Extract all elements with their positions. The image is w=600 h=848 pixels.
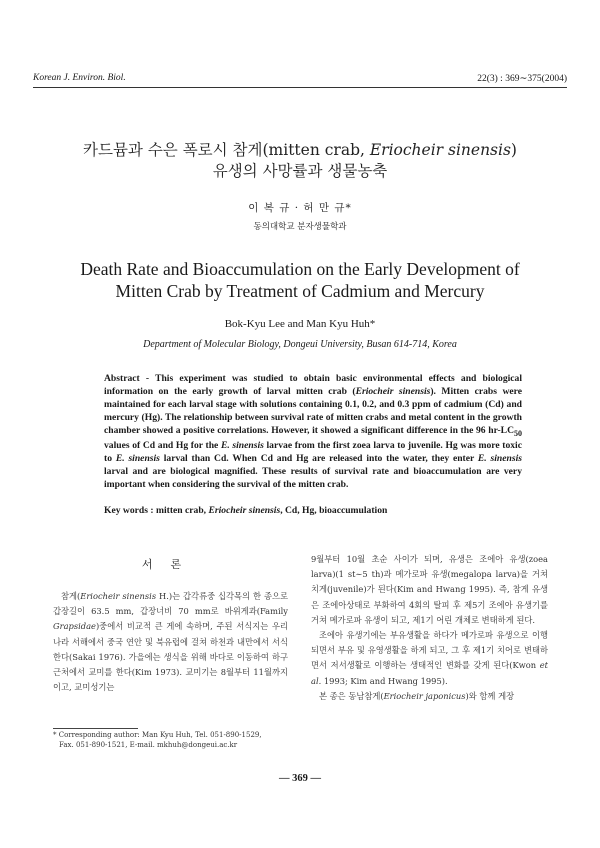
korean-title-line2: 유생의 사망률과 생물농축 xyxy=(212,162,388,180)
korean-title-text: 카드뮴과 수은 폭로시 참게(mitten crab, xyxy=(83,141,370,159)
english-title-line1: Death Rate and Bioaccumulation on the Early Development of xyxy=(80,259,520,279)
species-name: Eriocheir sinensis xyxy=(80,591,157,601)
body-text: H.)는 갑각류중 십각목의 한 종으로 갑장길이 63.5 mm, 갑장너비 70 mm로 바위게과(Family xyxy=(53,591,288,617)
intro-paragraph xyxy=(53,589,288,695)
abstract xyxy=(104,373,522,492)
section-title-introduction: 서론 xyxy=(141,558,200,571)
keyword: , Cd, Hg, bioaccumulation xyxy=(280,505,388,516)
keywords xyxy=(104,505,522,516)
body-text: )중에서 비교적 큰 게에 속하며, 주된 서식지는 우리나라 서해에서 중국 연안 및 북유럽에 걸쳐 하천과 내만에서 서식한다(Sakai 1976). 가을에는 생식을 위해 바다로 이동하여 하구 근처에서 교미를 한다(Kim 1973). 교미기는 8월부터 11월까지이고, 교미성기는 xyxy=(53,621,288,693)
header-rule xyxy=(33,87,567,88)
body-text: 참게( xyxy=(61,591,81,601)
et-al: et al. xyxy=(311,660,548,686)
english-authors: Bok-Kyu Lee and Man Kyu Huh* xyxy=(224,318,376,330)
abstract-text: ). Mitten crabs were maintained for each larval stage with solutions containing 0.1, 0.2, and 0.3 ppm of cadmium (Cd) and mercury (Hg). The relationship between survival rate of mitten crabs and metal content in the growth chamber showed a positive correlations. However, it showed a significant difference in the 96 hr-LC xyxy=(104,385,522,436)
body-text: 1993; Kim and Hwang 1995). xyxy=(321,675,448,686)
footnote-line: Fax. 051-890-1521, E-mail. mkhuh@dongeui.ac.kr xyxy=(59,740,238,749)
left-column xyxy=(53,552,288,695)
abstract-text: values of Cd and Hg for the xyxy=(104,440,221,452)
abstract-species: E. sinensis xyxy=(477,453,522,465)
abstract-text: larval than Cd. When Cd and Hg are released into the water, they enter xyxy=(159,453,478,465)
family-name: Grapsidae xyxy=(53,621,96,632)
right-column xyxy=(311,552,548,704)
body-text: )와 함께 게장 xyxy=(465,690,515,701)
intro-paragraph xyxy=(311,689,548,704)
korean-title-close: ) xyxy=(510,141,517,159)
footnote xyxy=(53,731,293,750)
abstract-species: E. sinensis xyxy=(115,453,160,465)
korean-affiliation: 동의대학교 분자생물학과 xyxy=(253,222,347,232)
running-header xyxy=(33,73,567,84)
keyword-species: Eriocheir sinensis xyxy=(208,505,281,516)
intro-paragraph xyxy=(311,628,548,689)
korean-authors: 이 복 규 · 허 만 규* xyxy=(248,202,352,214)
korean-title xyxy=(40,140,560,182)
journal-name: Korean J. Environ. Biol. xyxy=(33,73,126,83)
abstract-text: Abstract - This experiment was studied to obtain basic environmental effects and biological information on the early growth of larval mitten crab ( xyxy=(104,373,522,397)
footnote-line: * Corresponding author: Man Kyu Huh, Tel. 051-890-1529, xyxy=(53,731,262,739)
abstract-text: larval and are biological magnified. These results of survival rate and bioaccumulation are very important when considering the survival of the mitten crab. xyxy=(104,466,522,491)
keywords-label: Key words : xyxy=(104,505,156,516)
intro-paragraph: 9월부터 10월 초순 사이가 되며, 유생은 조에아 유생(zoea larva)(1 st∼5 th)과 메가로파 유생(megalopa larva)을 거쳐 치게(juvenile)가 된다(Kim and Hwang 1995). 즉, 참게 유생은 조에아상태로 부화하여 4회의 탈피 후 제5기 조에아 유생기를 거쳐 메가로파 유생이 되고, 제1기 어린 개체로 변태하게 된다. xyxy=(311,554,548,625)
abstract-species: E. sinensis xyxy=(220,440,264,452)
body-text: 조에아 유생기에는 부유생활을 하다가 메가로파 유생으로 이행되면서 부유 및 유영생활을 하게 되고, 그 후 제1기 치어로 변태하면서 저서생활로 이행하는 생태적인 변화를 갖게 된다(Kwon xyxy=(311,630,548,671)
korean-title-species: Eriocheir sinensis xyxy=(369,141,511,159)
footnote-rule xyxy=(53,728,138,729)
page-number: — 369 — xyxy=(279,773,321,784)
abstract-species: Eriocheir sinensis xyxy=(355,385,431,397)
abstract-subscript: 50 xyxy=(514,428,522,438)
english-affiliation: Department of Molecular Biology, Dongeui University, Busan 614-714, Korea xyxy=(143,339,457,350)
english-title-line2: Mitten Crab by Treatment of Cadmium and Mercury xyxy=(115,281,485,301)
body-text: 본 종은 동남참게( xyxy=(319,690,384,701)
keyword: mitten crab, xyxy=(155,505,209,516)
english-title xyxy=(40,258,560,302)
species-name: Eriocheir japonicus xyxy=(383,690,466,701)
abstract-text: larvae from the first zoea larva to juvenile. Hg was more toxic to xyxy=(104,440,522,465)
citation: 22(3) : 369∼375(2004) xyxy=(477,74,567,84)
